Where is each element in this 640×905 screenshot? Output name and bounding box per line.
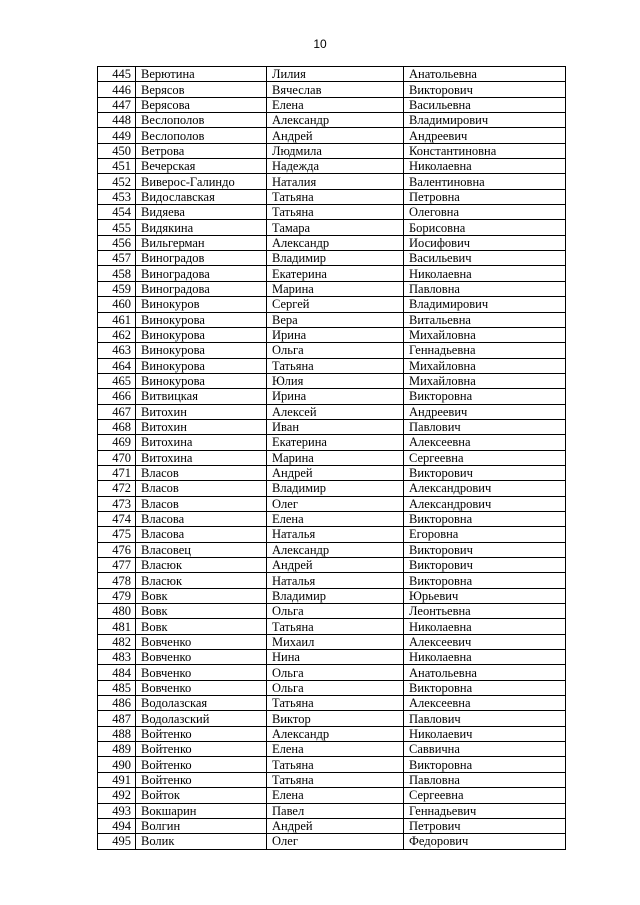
patronymic-cell: Павлович (404, 419, 566, 434)
patronymic-cell: Павлович (404, 711, 566, 726)
first-name-cell: Татьяна (267, 757, 404, 772)
first-name-cell: Марина (267, 450, 404, 465)
surname-cell: Власюк (136, 558, 267, 573)
surname-cell: Вовк (136, 619, 267, 634)
patronymic-cell: Викторович (404, 82, 566, 97)
first-name-cell: Ольга (267, 343, 404, 358)
row-number: 451 (98, 159, 136, 174)
first-name-cell: Юлия (267, 373, 404, 388)
row-number: 468 (98, 419, 136, 434)
row-number: 490 (98, 757, 136, 772)
surname-cell: Видославская (136, 189, 267, 204)
row-number: 469 (98, 435, 136, 450)
first-name-cell: Марина (267, 281, 404, 296)
row-number: 470 (98, 450, 136, 465)
row-number: 447 (98, 97, 136, 112)
first-name-cell: Наталья (267, 527, 404, 542)
patronymic-cell: Николаевна (404, 650, 566, 665)
surname-cell: Винокуров (136, 297, 267, 312)
table-row (98, 297, 566, 312)
table-row (98, 404, 566, 419)
surname-cell: Войтенко (136, 742, 267, 757)
first-name-cell: Наталья (267, 573, 404, 588)
patronymic-cell: Викторович (404, 542, 566, 557)
row-number: 491 (98, 772, 136, 787)
first-name-cell: Татьяна (267, 619, 404, 634)
table-row (98, 373, 566, 388)
table-row (98, 558, 566, 573)
table-row (98, 573, 566, 588)
first-name-cell: Наталия (267, 174, 404, 189)
patronymic-cell: Валентиновна (404, 174, 566, 189)
row-number: 480 (98, 604, 136, 619)
surname-cell: Винокурова (136, 327, 267, 342)
surname-cell: Витвицкая (136, 389, 267, 404)
table-row (98, 358, 566, 373)
table-row (98, 481, 566, 496)
row-number: 449 (98, 128, 136, 143)
row-number: 478 (98, 573, 136, 588)
row-number: 479 (98, 588, 136, 603)
surname-cell: Видяева (136, 205, 267, 220)
table-row (98, 527, 566, 542)
patronymic-cell: Андреевич (404, 404, 566, 419)
patronymic-cell: Викторович (404, 558, 566, 573)
patronymic-cell: Васильевна (404, 97, 566, 112)
patronymic-cell: Сергеевна (404, 450, 566, 465)
patronymic-cell: Алексеевна (404, 696, 566, 711)
table-row (98, 604, 566, 619)
row-number: 454 (98, 205, 136, 220)
surname-cell: Вовченко (136, 650, 267, 665)
row-number: 467 (98, 404, 136, 419)
patronymic-cell: Михайловна (404, 327, 566, 342)
row-number: 495 (98, 834, 136, 849)
first-name-cell: Татьяна (267, 358, 404, 373)
row-number: 483 (98, 650, 136, 665)
surname-cell: Вокшарин (136, 803, 267, 818)
patronymic-cell: Викторович (404, 465, 566, 480)
first-name-cell: Александр (267, 113, 404, 128)
surname-cell: Видякина (136, 220, 267, 235)
first-name-cell: Лилия (267, 67, 404, 82)
row-number: 484 (98, 665, 136, 680)
patronymic-cell: Александрович (404, 496, 566, 511)
first-name-cell: Вера (267, 312, 404, 327)
row-number: 485 (98, 680, 136, 695)
row-number: 456 (98, 235, 136, 250)
surname-cell: Власюк (136, 573, 267, 588)
table-row (98, 419, 566, 434)
table-row (98, 711, 566, 726)
first-name-cell: Андрей (267, 818, 404, 833)
row-number: 460 (98, 297, 136, 312)
row-number: 458 (98, 266, 136, 281)
first-name-cell: Ольга (267, 680, 404, 695)
patronymic-cell: Викторовна (404, 573, 566, 588)
patronymic-cell: Николаевна (404, 266, 566, 281)
patronymic-cell: Петрович (404, 818, 566, 833)
table-row (98, 634, 566, 649)
row-number: 494 (98, 818, 136, 833)
first-name-cell: Тамара (267, 220, 404, 235)
patronymic-cell: Васильевич (404, 251, 566, 266)
row-number: 463 (98, 343, 136, 358)
table-row (98, 128, 566, 143)
surname-cell: Винокурова (136, 358, 267, 373)
table-row (98, 327, 566, 342)
row-number: 489 (98, 742, 136, 757)
row-number: 488 (98, 726, 136, 741)
patronymic-cell: Юрьевич (404, 588, 566, 603)
first-name-cell: Елена (267, 511, 404, 526)
table-row (98, 266, 566, 281)
row-number: 474 (98, 511, 136, 526)
first-name-cell: Нина (267, 650, 404, 665)
table-row (98, 220, 566, 235)
patronymic-cell: Михайловна (404, 373, 566, 388)
table-row (98, 235, 566, 250)
patronymic-cell: Иосифович (404, 235, 566, 250)
row-number: 492 (98, 788, 136, 803)
row-number: 493 (98, 803, 136, 818)
row-number: 450 (98, 143, 136, 158)
table-row (98, 650, 566, 665)
row-number: 472 (98, 481, 136, 496)
surname-cell: Вовченко (136, 665, 267, 680)
first-name-cell: Татьяна (267, 696, 404, 711)
table-row (98, 788, 566, 803)
first-name-cell: Владимир (267, 588, 404, 603)
table-row (98, 97, 566, 112)
patronymic-cell: Викторовна (404, 389, 566, 404)
table-row (98, 343, 566, 358)
table-row (98, 665, 566, 680)
patronymic-cell: Сергеевна (404, 788, 566, 803)
surname-cell: Войтенко (136, 757, 267, 772)
page-number: 10 (313, 37, 327, 51)
table-row (98, 834, 566, 849)
surname-cell: Виноградова (136, 281, 267, 296)
row-number: 471 (98, 465, 136, 480)
patronymic-cell: Борисовна (404, 220, 566, 235)
first-name-cell: Андрей (267, 128, 404, 143)
patronymic-cell: Федорович (404, 834, 566, 849)
first-name-cell: Екатерина (267, 266, 404, 281)
table-row (98, 542, 566, 557)
row-number: 462 (98, 327, 136, 342)
table-row (98, 465, 566, 480)
row-number: 448 (98, 113, 136, 128)
table-row (98, 742, 566, 757)
table-row (98, 757, 566, 772)
row-number: 466 (98, 389, 136, 404)
surname-cell: Власов (136, 496, 267, 511)
first-name-cell: Людмила (267, 143, 404, 158)
table-row (98, 696, 566, 711)
patronymic-cell: Викторовна (404, 757, 566, 772)
surname-cell: Вечерская (136, 159, 267, 174)
first-name-cell: Ирина (267, 389, 404, 404)
patronymic-cell: Викторовна (404, 511, 566, 526)
patronymic-cell: Викторовна (404, 680, 566, 695)
table-row (98, 588, 566, 603)
row-number: 445 (98, 67, 136, 82)
table-row (98, 435, 566, 450)
surname-cell: Веслополов (136, 128, 267, 143)
first-name-cell: Михаил (267, 634, 404, 649)
first-name-cell: Сергей (267, 297, 404, 312)
first-name-cell: Вячеслав (267, 82, 404, 97)
first-name-cell: Алексей (267, 404, 404, 419)
patronymic-cell: Николаевна (404, 619, 566, 634)
first-name-cell: Надежда (267, 159, 404, 174)
row-number: 465 (98, 373, 136, 388)
first-name-cell: Татьяна (267, 189, 404, 204)
surname-cell: Винокурова (136, 343, 267, 358)
table-row (98, 450, 566, 465)
first-name-cell: Андрей (267, 558, 404, 573)
surname-cell: Верясов (136, 82, 267, 97)
patronymic-cell: Егоровна (404, 527, 566, 542)
patronymic-cell: Владимирович (404, 297, 566, 312)
row-number: 455 (98, 220, 136, 235)
first-name-cell: Олег (267, 496, 404, 511)
surname-cell: Веслополов (136, 113, 267, 128)
row-number: 453 (98, 189, 136, 204)
first-name-cell: Елена (267, 788, 404, 803)
row-number: 476 (98, 542, 136, 557)
surname-cell: Виверос-Галиндо (136, 174, 267, 189)
first-name-cell: Павел (267, 803, 404, 818)
first-name-cell: Андрей (267, 465, 404, 480)
surname-cell: Власова (136, 511, 267, 526)
row-number: 473 (98, 496, 136, 511)
surname-cell: Вовченко (136, 680, 267, 695)
table-row (98, 772, 566, 787)
name-list-body (98, 67, 566, 850)
table-row (98, 803, 566, 818)
row-number: 482 (98, 634, 136, 649)
first-name-cell: Иван (267, 419, 404, 434)
patronymic-cell: Андреевич (404, 128, 566, 143)
patronymic-cell: Алексеевна (404, 435, 566, 450)
surname-cell: Виноградов (136, 251, 267, 266)
first-name-cell: Татьяна (267, 205, 404, 220)
surname-cell: Волгин (136, 818, 267, 833)
first-name-cell: Олег (267, 834, 404, 849)
first-name-cell: Александр (267, 542, 404, 557)
surname-cell: Войтенко (136, 726, 267, 741)
first-name-cell: Елена (267, 742, 404, 757)
surname-cell: Витохина (136, 435, 267, 450)
table-row (98, 189, 566, 204)
surname-cell: Власов (136, 481, 267, 496)
surname-cell: Верясова (136, 97, 267, 112)
first-name-cell: Ольга (267, 604, 404, 619)
table-row (98, 496, 566, 511)
surname-cell: Власовец (136, 542, 267, 557)
patronymic-cell: Витальевна (404, 312, 566, 327)
patronymic-cell: Николаевна (404, 159, 566, 174)
patronymic-cell: Петровна (404, 189, 566, 204)
row-number: 452 (98, 174, 136, 189)
patronymic-cell: Саввична (404, 742, 566, 757)
surname-cell: Вильгерман (136, 235, 267, 250)
patronymic-cell: Леонтьевна (404, 604, 566, 619)
table-row (98, 281, 566, 296)
surname-cell: Винокурова (136, 312, 267, 327)
patronymic-cell: Константиновна (404, 143, 566, 158)
row-number: 475 (98, 527, 136, 542)
patronymic-cell: Геннадьевич (404, 803, 566, 818)
patronymic-cell: Геннадьевна (404, 343, 566, 358)
surname-cell: Верютина (136, 67, 267, 82)
first-name-cell: Ирина (267, 327, 404, 342)
table-row (98, 389, 566, 404)
patronymic-cell: Николаевич (404, 726, 566, 741)
surname-cell: Винокурова (136, 373, 267, 388)
table-row (98, 511, 566, 526)
first-name-cell: Ольга (267, 665, 404, 680)
patronymic-cell: Анатольевна (404, 67, 566, 82)
surname-cell: Войтенко (136, 772, 267, 787)
first-name-cell: Елена (267, 97, 404, 112)
first-name-cell: Екатерина (267, 435, 404, 450)
table-row (98, 251, 566, 266)
first-name-cell: Татьяна (267, 772, 404, 787)
surname-cell: Витохин (136, 419, 267, 434)
table-row (98, 619, 566, 634)
table-row (98, 159, 566, 174)
row-number: 457 (98, 251, 136, 266)
row-number: 461 (98, 312, 136, 327)
table-row (98, 143, 566, 158)
table-row (98, 82, 566, 97)
table-row (98, 67, 566, 82)
table-row (98, 113, 566, 128)
first-name-cell: Виктор (267, 711, 404, 726)
patronymic-cell: Алексеевич (404, 634, 566, 649)
first-name-cell: Александр (267, 235, 404, 250)
patronymic-cell: Владимирович (404, 113, 566, 128)
surname-cell: Водолазская (136, 696, 267, 711)
surname-cell: Вовк (136, 588, 267, 603)
row-number: 446 (98, 82, 136, 97)
patronymic-cell: Анатольевна (404, 665, 566, 680)
surname-cell: Ветрова (136, 143, 267, 158)
row-number: 464 (98, 358, 136, 373)
row-number: 486 (98, 696, 136, 711)
table-row (98, 680, 566, 695)
surname-cell: Виноградова (136, 266, 267, 281)
patronymic-cell: Павловна (404, 281, 566, 296)
row-number: 481 (98, 619, 136, 634)
surname-cell: Власова (136, 527, 267, 542)
row-number: 459 (98, 281, 136, 296)
first-name-cell: Владимир (267, 481, 404, 496)
table-row (98, 174, 566, 189)
table-row (98, 205, 566, 220)
patronymic-cell: Павловна (404, 772, 566, 787)
surname-cell: Витохин (136, 404, 267, 419)
patronymic-cell: Александрович (404, 481, 566, 496)
patronymic-cell: Олеговна (404, 205, 566, 220)
table-row (98, 312, 566, 327)
surname-cell: Власов (136, 465, 267, 480)
surname-cell: Вовк (136, 604, 267, 619)
row-number: 477 (98, 558, 136, 573)
table-row (98, 818, 566, 833)
surname-cell: Волик (136, 834, 267, 849)
row-number: 487 (98, 711, 136, 726)
first-name-cell: Владимир (267, 251, 404, 266)
surname-cell: Витохина (136, 450, 267, 465)
surname-cell: Войток (136, 788, 267, 803)
first-name-cell: Александр (267, 726, 404, 741)
table-row (98, 726, 566, 741)
patronymic-cell: Михайловна (404, 358, 566, 373)
surname-cell: Водолазский (136, 711, 267, 726)
name-list-table (97, 66, 566, 850)
surname-cell: Вовченко (136, 634, 267, 649)
